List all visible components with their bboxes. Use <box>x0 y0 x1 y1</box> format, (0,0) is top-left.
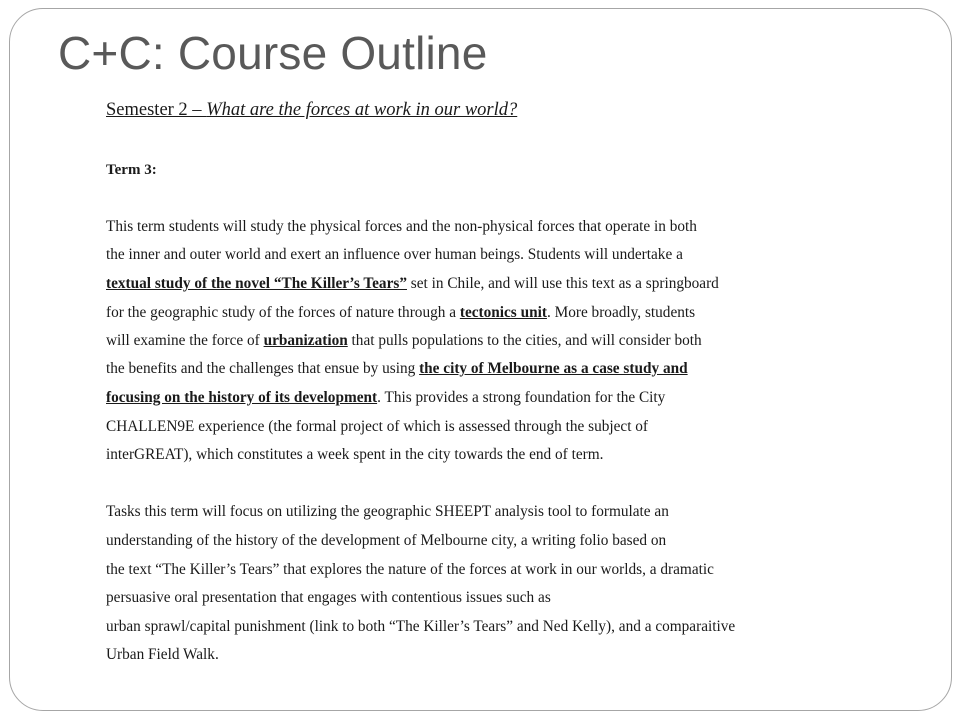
semester-subtitle <box>106 100 517 121</box>
paragraph2-line2: understanding of the history of the development of Melbourne city, a writing folio based on <box>106 532 667 549</box>
paragraph1-line8: CHALLEN9E experience (the formal project of which is assessed through the subject of <box>106 418 649 435</box>
slide-title: C+C: Course Outline <box>58 27 488 79</box>
paragraph2-line6: Urban Field Walk. <box>106 646 219 663</box>
paragraph1-line2: the inner and outer world and exert an influence over human beings. Students will undertake a <box>106 246 683 263</box>
novel-study-highlight: textual study of the novel “The Killer’s Tears” <box>106 275 407 292</box>
paragraph1-line7-rest: . This provides a strong foundation for the City <box>377 389 666 406</box>
paragraph2-line5: urban sprawl/capital punishment (link to both “The Killer’s Tears” and Ned Kelly), and a comparaitive <box>106 618 736 635</box>
paragraph1-line7 <box>106 390 665 405</box>
paragraph1-line3-rest: set in Chile, and will use this text as a springboard <box>406 275 719 292</box>
paragraph1-line4-rest: . More broadly, students <box>546 304 696 321</box>
semester-question: What are the forces at work in our world? <box>206 100 518 120</box>
paragraph1-line6 <box>106 361 688 376</box>
term-heading: Term 3: <box>106 162 157 178</box>
paragraph2-line4: persuasive oral presentation that engages with contentious issues such as <box>106 589 551 606</box>
semester-label: Semester 2 – <box>106 100 207 120</box>
paragraph1-line1: This term students will study the physical forces and the non-physical forces that operate in both <box>106 218 697 235</box>
paragraph1-line5-start: will examine the force of <box>106 332 264 349</box>
paragraph1-line5-rest: that pulls populations to the cities, and will consider both <box>347 332 702 349</box>
paragraph1-line4-start: for the geographic study of the forces of nature through a <box>106 304 460 321</box>
tectonics-highlight: tectonics unit <box>459 304 547 321</box>
melbourne-case-study-highlight: the city of Melbourne as a case study and <box>419 360 688 377</box>
paragraph1-line5 <box>106 333 702 348</box>
paragraph2-line3: the text “The Killer’s Tears” that explores the nature of the forces at work in our worlds, a dramatic <box>106 561 714 578</box>
paragraph1-line9: interGREAT), which constitutes a week spent in the city towards the end of term. <box>106 446 604 463</box>
paragraph1-line4 <box>106 305 695 320</box>
paragraph1-line3 <box>106 276 719 291</box>
paragraph2-line1: Tasks this term will focus on utilizing the geographic SHEEPT analysis tool to formulate an <box>106 503 669 520</box>
paragraph1-line6-start: the benefits and the challenges that ensue by using <box>106 360 420 377</box>
urbanization-highlight: urbanization <box>263 332 348 349</box>
history-development-highlight: focusing on the history of its development <box>106 389 378 406</box>
